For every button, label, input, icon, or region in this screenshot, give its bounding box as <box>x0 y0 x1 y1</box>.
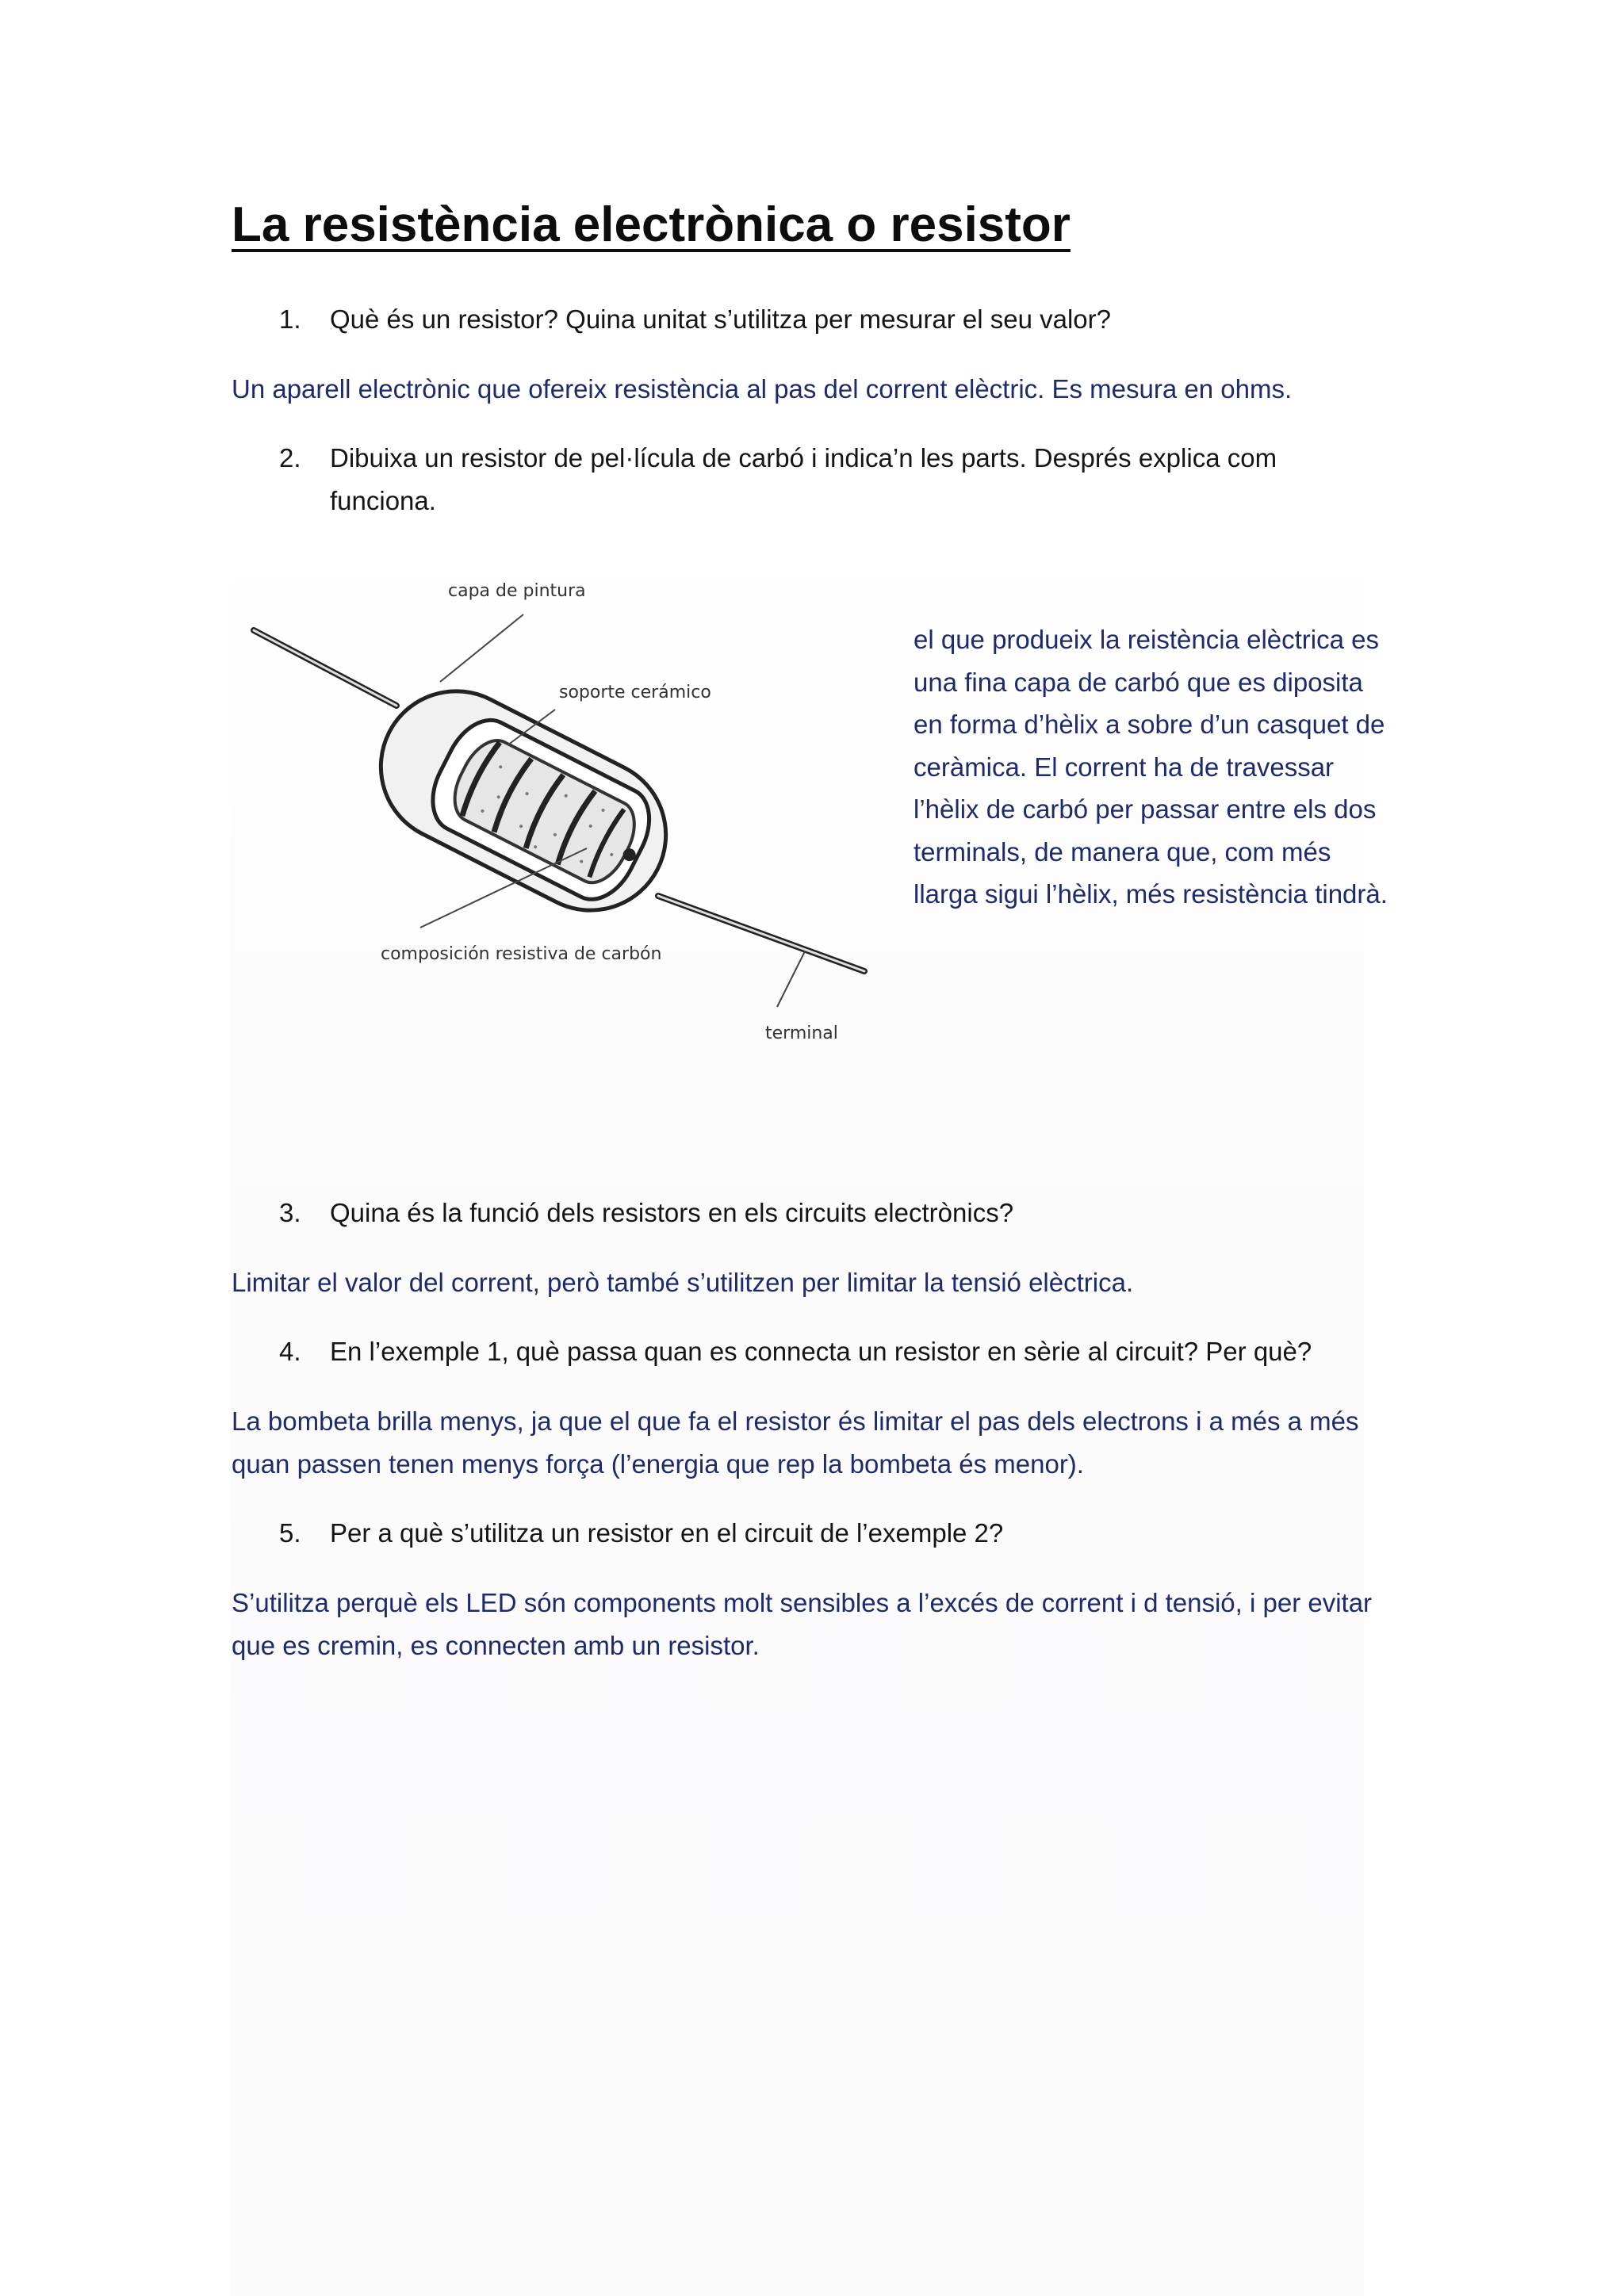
answer-5: S’utilitza perquè els LED són components molt sensibles a l’excés de corrent i d tensió, i per evitar que es cremin, es connecten amb un resistor. <box>232 1588 1373 1660</box>
question-number: 5. <box>279 1518 301 1548</box>
question-number: 1. <box>279 304 301 334</box>
question-2 <box>279 437 1389 522</box>
question-1 <box>279 298 1389 341</box>
question-text: En l’exemple 1, què passa quan es connecta un resistor en sèrie al circuit? Per què? <box>330 1337 1312 1366</box>
page-title: La resistència electrònica o resistor <box>232 197 1071 252</box>
answer-3: Limitar el valor del corrent, però també s’utilitzen per limitar la tensió elèctrica. <box>232 1268 1134 1297</box>
question-number: 2. <box>279 443 301 473</box>
answer-1: Un aparell electrònic que ofereix resistència al pas del corrent elèctric. Es mesura en ohms. <box>232 374 1293 404</box>
resistor-body <box>355 665 692 936</box>
question-5 <box>279 1512 1389 1555</box>
question-text: Dibuixa un resistor de pel·lícula de carbó i indica’n les parts. Després explica com funciona. <box>330 443 1277 515</box>
label-carbon-composition: composición resistiva de carbón <box>381 944 662 964</box>
question-4 <box>279 1330 1389 1373</box>
question-text: Per a què s’utilitza un resistor en el circuit de l’exemple 2? <box>330 1518 1004 1548</box>
question-number: 4. <box>279 1337 301 1366</box>
answer-4: La bombeta brilla menys, ja que el que fa el resistor és limitar el pas dels electrons i a més a més quan passen tenen menys força (l’energia que rep la bombeta és menor). <box>232 1406 1359 1479</box>
question-text: Què és un resistor? Quina unitat s’utilitza per mesurar el seu valor? <box>330 304 1111 334</box>
label-terminal: terminal <box>765 1024 838 1043</box>
question-text: Quina és la funció dels resistors en els circuits electrònics? <box>330 1198 1014 1227</box>
question-3 <box>279 1192 1389 1234</box>
resistor-diagram <box>238 555 888 1070</box>
label-ceramic-support: soporte cerámico <box>559 683 711 702</box>
question-number: 3. <box>279 1198 301 1227</box>
answer-2: el que produeix la reistència elèctrica es una fina capa de carbó que es diposita en forma d’hèlix a sobre d’un casquet de ceràmica. El corrent ha de travessar l’hèlix de carbó per passar entre els dos terminals, de manera que, com més llarga sigui l’hèlix, més resistència tindrà. <box>914 625 1388 909</box>
label-paint-layer: capa de pintura <box>448 581 586 601</box>
